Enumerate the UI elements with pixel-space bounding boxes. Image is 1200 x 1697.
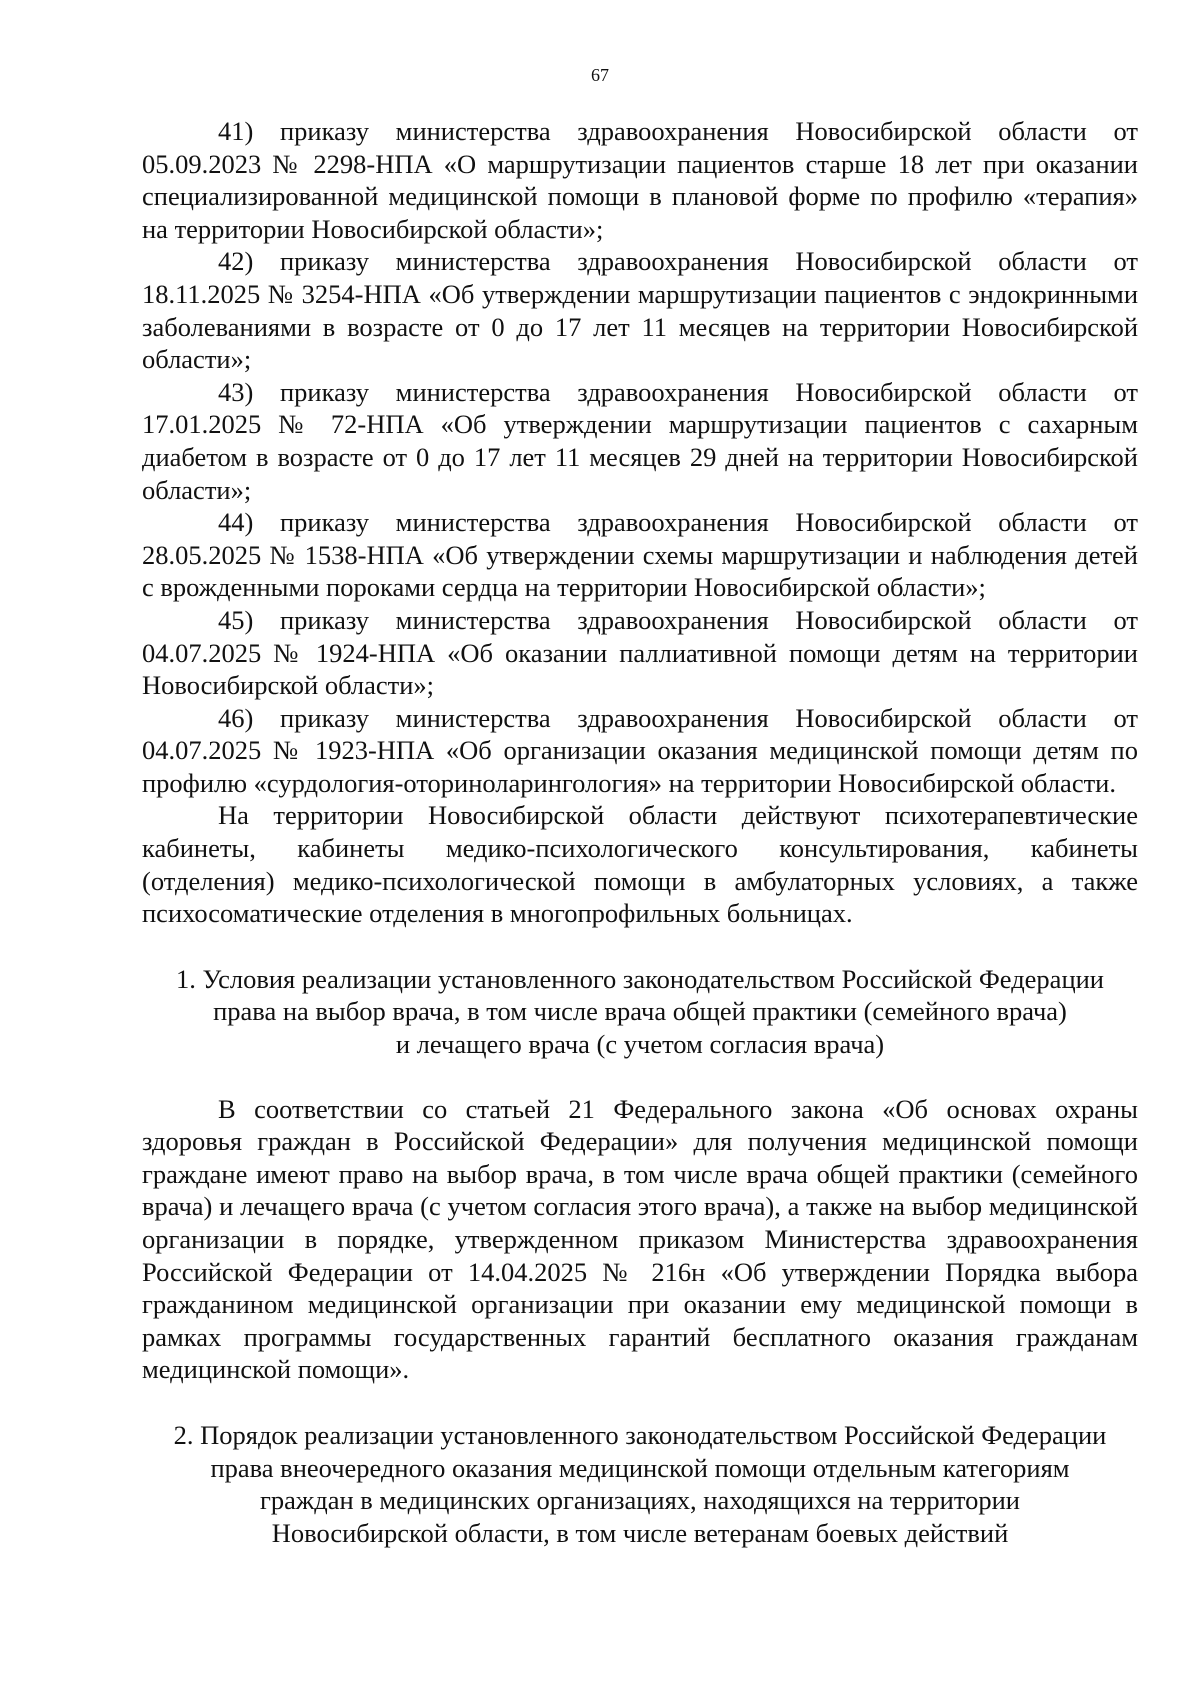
list-item-43: 43) приказу министерства здравоохранения Новосибирской области от 17.01.2025 № 72-НПА «Об утверждении маршрутизации пациентов с сахарным диабетом в возрасте от 0 до 17 лет 11 месяцев 29 дней на территории Новосибирской области»; [142,376,1138,505]
section-2-heading-line: граждан в медицинских организациях, находящихся на территории [260,1485,1020,1516]
section-1-heading-line: 1. Условия реализации установленного законодательством Российской Федерации [176,963,1104,994]
list-item-46: 46) приказу министерства здравоохранения Новосибирской области от 04.07.2025 № 1923-НПА «Об организации оказания медицинской помощи детям по профилю «сурдология-оториноларингология» на территории Новосибирской области. [142,702,1138,798]
section-1-body: В соответствии со статьей 21 Федерального закона «Об основах охраны здоровья граждан в Российской Федерации» для получения медицинской помощи граждане имеют право на выбор врача, в том числе врача общей практики (семейного врача) и лечащего врача (с учетом согласия этого врача), а также на выбор медицинской организации в порядке, утвержденном приказом Министерства здравоохранения Российской Федерации от 14.04.2025 № 216н «Об утверждении Порядка выбора гражданином медицинской организации при оказании ему медицинской помощи в рамках программы государственных гарантий бесплатного оказания гражданам медицинской помощи». [142,1093,1138,1385]
section-1-heading-line: и лечащего врача (с учетом согласия врача) [395,1029,885,1060]
list-item-45: 45) приказу министерства здравоохранения Новосибирской области от 04.07.2025 № 1924-НПА «Об оказании паллиативной помощи детям на территории Новосибирской области»; [142,604,1138,701]
list-item-41: 41) приказу министерства здравоохранения Новосибирской области от 05.09.2023 № 2298-НПА «О маршрутизации пациентов старше 18 лет при оказании специализированной медицинской помощи в плановой форме по профилю «терапия» на территории Новосибирской области»; [142,116,1138,244]
page-number: 67 [591,65,609,85]
section-2-heading-line: Новосибирской области, в том числе ветеранам боевых действий [271,1517,1009,1548]
closing-paragraph: На территории Новосибирской области действуют психотерапевтические кабинеты, кабинеты медико-психологического консультирования, кабинеты (отделения) медико-психологической помощи в амбулаторных условиях, а также психосоматические отделения в многопрофильных больницах. [142,800,1138,929]
section-1-heading-line: права на выбор врача, в том числе врача общей практики (семейного врача) [213,996,1067,1027]
section-1-heading [142,963,1138,1061]
list-item-42: 42) приказу министерства здравоохранения Новосибирской области от 18.11.2025 № 3254-НПА «Об утверждении маршрутизации пациентов с эндокринными заболеваниями в возрасте от 0 до 17 лет 11 месяцев на территории Новосибирской области»; [142,246,1138,375]
section-2-heading-line: права внеочередного оказания медицинской помощи отдельным категориям [210,1452,1070,1483]
list-item-44: 44) приказу министерства здравоохранения Новосибирской области от 28.05.2025 № 1538-НПА «Об утверждении схемы маршрутизации и наблюдения детей с врожденными пороками сердца на территории Новосибирской области»; [142,507,1138,603]
document-body [142,115,1138,1549]
section-2-heading-line: 2. Порядок реализации установленного законодательством Российской Федерации [173,1419,1107,1450]
section-2-heading [142,1419,1138,1549]
